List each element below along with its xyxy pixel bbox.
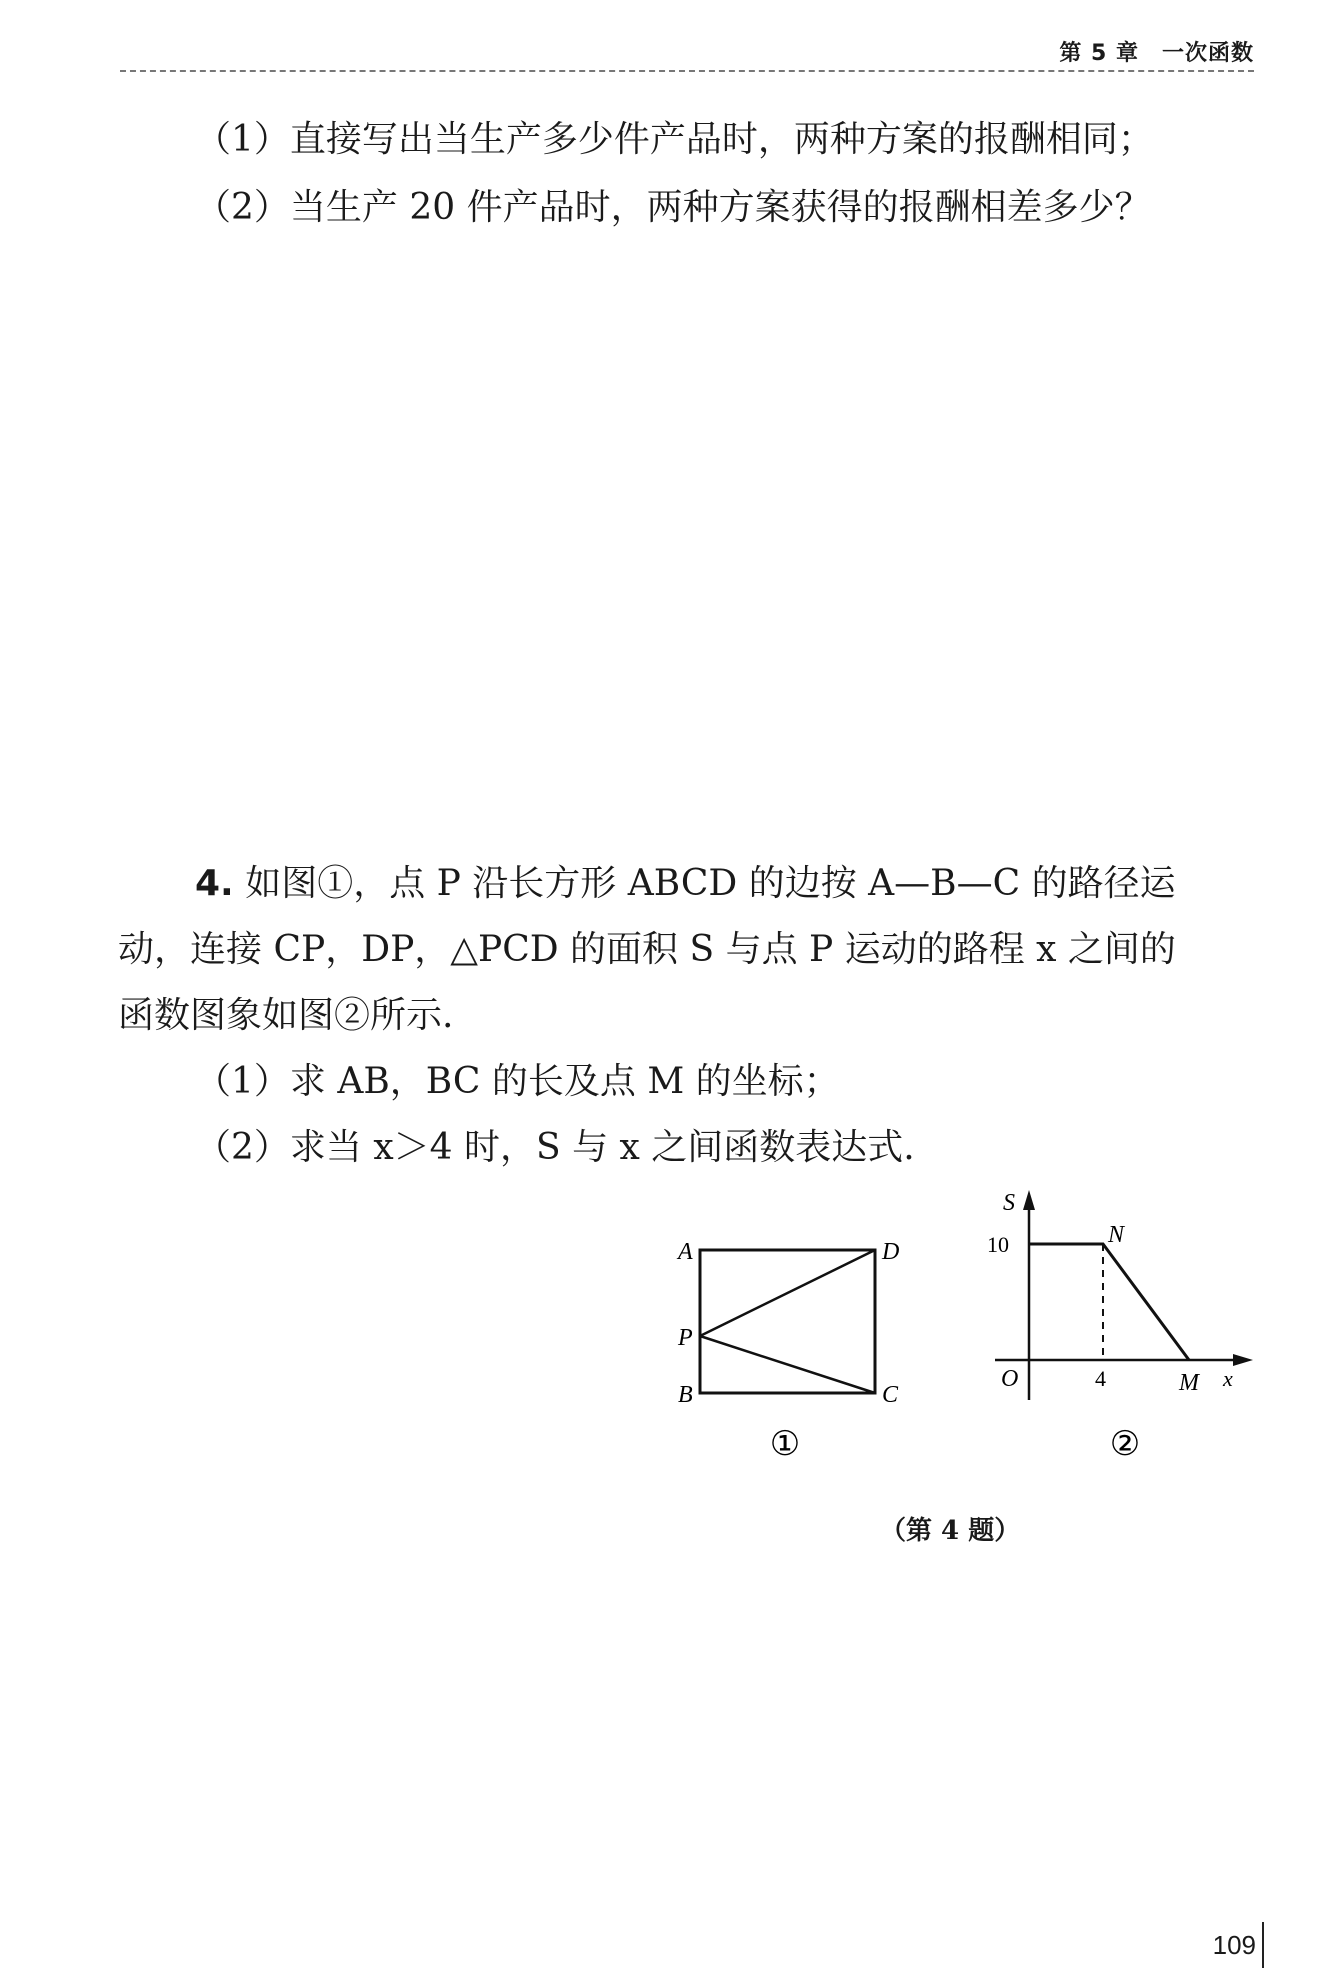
rectangle-abcd xyxy=(700,1250,875,1393)
figure-rectangle xyxy=(670,1225,930,1479)
problem4-question1: （1）求 AB，BC 的长及点 M 的坐标； xyxy=(195,1061,840,1102)
vertex-label-c: C xyxy=(882,1382,899,1408)
header-divider xyxy=(120,70,1254,72)
point-label-m: M xyxy=(1179,1370,1199,1396)
chapter-header: 第 5 章 一次函数 xyxy=(1059,41,1254,66)
figure1-caption: ① xyxy=(769,1426,801,1463)
problem4-stem-line2: 动，连接 CP，DP，△PCD 的面积 S 与点 P 运动的路程 x 之间的 xyxy=(118,929,1176,970)
vertex-label-a: A xyxy=(678,1239,693,1265)
problem4-first-line xyxy=(195,862,1176,906)
point-label-n: N xyxy=(1108,1222,1125,1248)
point-label-p: P xyxy=(678,1325,693,1351)
segment-pd xyxy=(700,1250,875,1336)
tick-label-4: 4 xyxy=(1095,1366,1106,1391)
vertex-label-b: B xyxy=(678,1382,693,1408)
problem4-stem-line3: 函数图象如图②所示. xyxy=(118,995,454,1036)
page-number-divider xyxy=(1262,1922,1264,1968)
axis-label-s: S xyxy=(1003,1190,1015,1216)
segment-pc xyxy=(700,1336,875,1393)
problem3-question1: （1）直接写出当生产多少件产品时，两种方案的报酬相同； xyxy=(195,119,1154,160)
s-axis-arrow-icon xyxy=(1023,1190,1035,1210)
problem4-number: 4. xyxy=(195,863,234,904)
figure2-caption: ② xyxy=(1109,1426,1141,1463)
figure-function-graph xyxy=(975,1180,1265,1484)
x-axis-arrow-icon xyxy=(1233,1354,1253,1366)
function-graph-line xyxy=(1029,1244,1189,1360)
problem3-question2: （2）当生产 20 件产品时，两种方案获得的报酬相差多少？ xyxy=(195,187,1151,228)
page-number: 109 xyxy=(1212,1930,1256,1960)
figure-caption: （第 4 题） xyxy=(880,1516,1021,1546)
origin-label-o: O xyxy=(1001,1366,1019,1392)
problem4-stem-line1: 如图①，点 P 沿长方形 ABCD 的边按 A—B—C 的路径运 xyxy=(245,863,1176,904)
problem4-question2: （2）求当 x＞4 时，S 与 x 之间函数表达式. xyxy=(195,1127,915,1168)
axis-label-x: x xyxy=(1223,1366,1233,1391)
vertex-label-d: D xyxy=(882,1239,900,1265)
tick-label-10: 10 xyxy=(987,1232,1009,1257)
